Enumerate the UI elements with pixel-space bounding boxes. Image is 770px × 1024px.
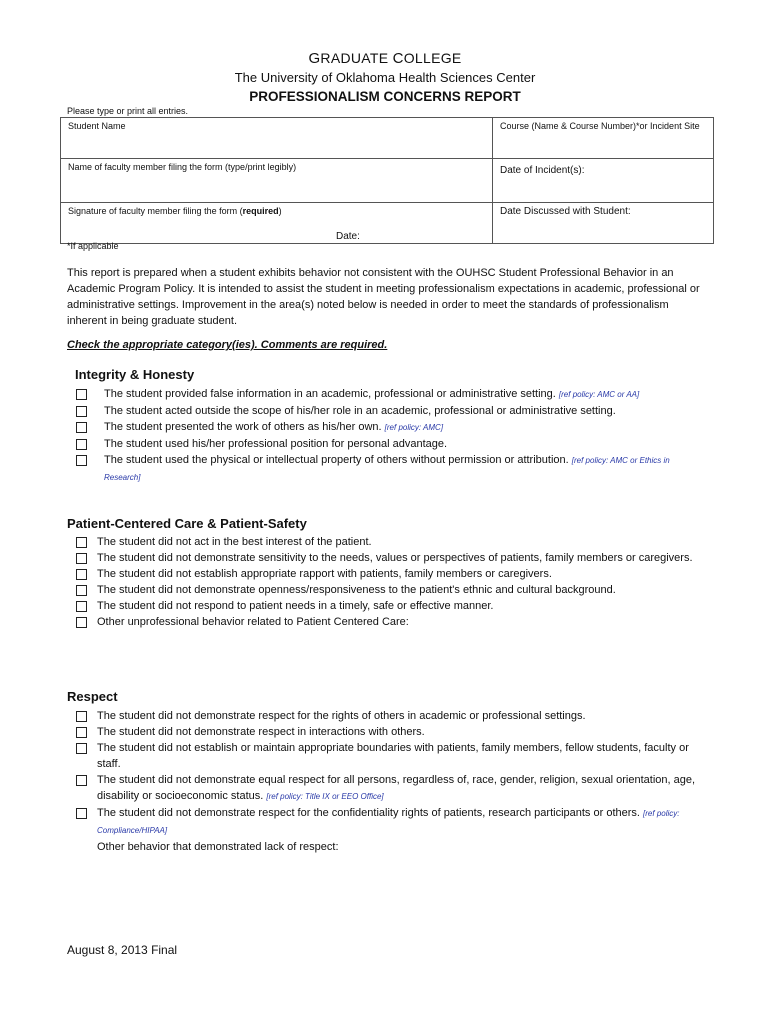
footer-date: August 8, 2013 Final [67,943,178,957]
checklist-item: Other unprofessional behavior related to Patient Centered Care: [97,614,697,630]
check-instruction: Check the appropriate category(ies). Comments are required. [67,339,388,351]
policy-reference: [ref policy: AMC or Ethics in Research] [104,456,670,482]
faculty-name-label: Name of faculty member filing the form (type/print legibly) [68,162,297,172]
discussed-date-field[interactable] [493,203,714,244]
checkbox[interactable] [76,455,87,466]
checkbox[interactable] [76,585,87,596]
checklist-item: The student did not demonstrate respect for the confidentiality rights of patients, research participants or others. [ref policy: Compliance/HIPAA] [97,805,707,839]
student-name-label: Student Name [68,121,126,131]
checkbox[interactable] [76,389,87,400]
checklist-item: The student acted outside the scope of his/her role in an academic, professional or administrative setting. [104,403,704,419]
course-label: Course (Name & Course Number)*or Incident Site [500,121,700,131]
policy-reference: [ref policy: Compliance/HIPAA] [97,809,680,835]
checkbox[interactable] [76,743,87,754]
intro-paragraph: This report is prepared when a student exhibits behavior not consistent with the OUHSC Student Professional Behavior in an Academic Program Policy. It is intended to assist the student in meeting professionalism expectations in academic, professional or administrative settings. Improvement in the area(s) noted below is needed in order to meet the standards of professionalism inherent in being graduate student. [67,267,700,327]
checkbox[interactable] [76,406,87,417]
university-name: The University of Oklahoma Health Sciences Center [234,70,536,85]
checkbox[interactable] [76,617,87,628]
checkbox[interactable] [76,569,87,580]
checklist-item: The student did not demonstrate openness/responsiveness to the patient's ethnic and cultural background. [97,582,697,598]
checkbox[interactable] [76,775,87,786]
report-title: PROFESSIONALISM CONCERNS REPORT [249,89,521,104]
checklist-item: The student provided false information in an academic, professional or administrative setting. [ref policy: AMC or AA] [104,386,704,403]
incident-date-field[interactable] [493,159,714,203]
checklist-item: The student did not demonstrate sensitivity to the needs, values or perspectives of patients, family members or caregivers. [97,550,697,566]
checkbox[interactable] [76,601,87,612]
form-instructions: Please type or print all entries. [67,106,189,116]
section-heading-patient-care: Patient-Centered Care & Patient-Safety [67,516,307,531]
checklist-item: The student presented the work of others as his/her own. [ref policy: AMC] [104,419,704,436]
if-applicable-note: *If applicable [67,241,119,251]
checklist-item: The student did not establish appropriate rapport with patients, family members or caregivers. [97,566,697,582]
checkbox[interactable] [76,422,87,433]
checklist-item: The student did not establish or maintain appropriate boundaries with patients, family members, fellow students, faculty or staff. [97,740,707,772]
checkbox[interactable] [76,553,87,564]
checkbox[interactable] [76,808,87,819]
college-title: GRADUATE COLLEGE [308,50,462,67]
incident-date-label: Date of Incident(s): [500,165,585,176]
checklist-item: The student used the physical or intellectual property of others without permission or attribution. [ref policy: AMC or Ethics in Research] [104,452,704,486]
respect-other-label: Other behavior that demonstrated lack of respect: [97,841,339,853]
checklist-item: The student did not demonstrate respect for the rights of others in academic or professional settings. [97,708,707,724]
policy-reference: [ref policy: AMC or AA] [558,390,640,399]
faculty-signature-field[interactable] [61,203,493,244]
checkbox[interactable] [76,711,87,722]
checklist-item: The student did not demonstrate respect in interactions with others. [97,724,707,740]
integrity-checklist [104,386,704,486]
checkbox[interactable] [76,727,87,738]
respect-checklist [97,708,707,855]
policy-reference: [ref policy: Title IX or EEO Office] [266,792,384,801]
patient-care-checklist [97,534,697,630]
section-heading-integrity: Integrity & Honesty [75,367,195,382]
checkbox[interactable] [76,537,87,548]
policy-reference: [ref policy: AMC] [384,423,444,432]
section-heading-respect: Respect [67,689,118,704]
checklist-item: The student did not respond to patient needs in a timely, safe or effective manner. [97,598,697,614]
signature-date-label: Date: [336,231,360,242]
student-name-field[interactable] [61,118,493,159]
signature-label: Signature of faculty member filing the form (required) [68,206,282,216]
course-field[interactable] [493,118,714,159]
checklist-item: The student did not demonstrate equal respect for all persons, regardless of, race, gender, religion, sexual orientation, age, disability or socioeconomic status. [ref policy: Title IX or EEO Office] [97,772,707,805]
checklist-item: The student did not act in the best interest of the patient. [97,534,697,550]
report-form-table [60,117,714,244]
faculty-name-field[interactable] [61,159,493,203]
discussed-date-label: Date Discussed with Student: [500,206,631,217]
checklist-item: The student used his/her professional position for personal advantage. [104,436,704,452]
checkbox[interactable] [76,439,87,450]
